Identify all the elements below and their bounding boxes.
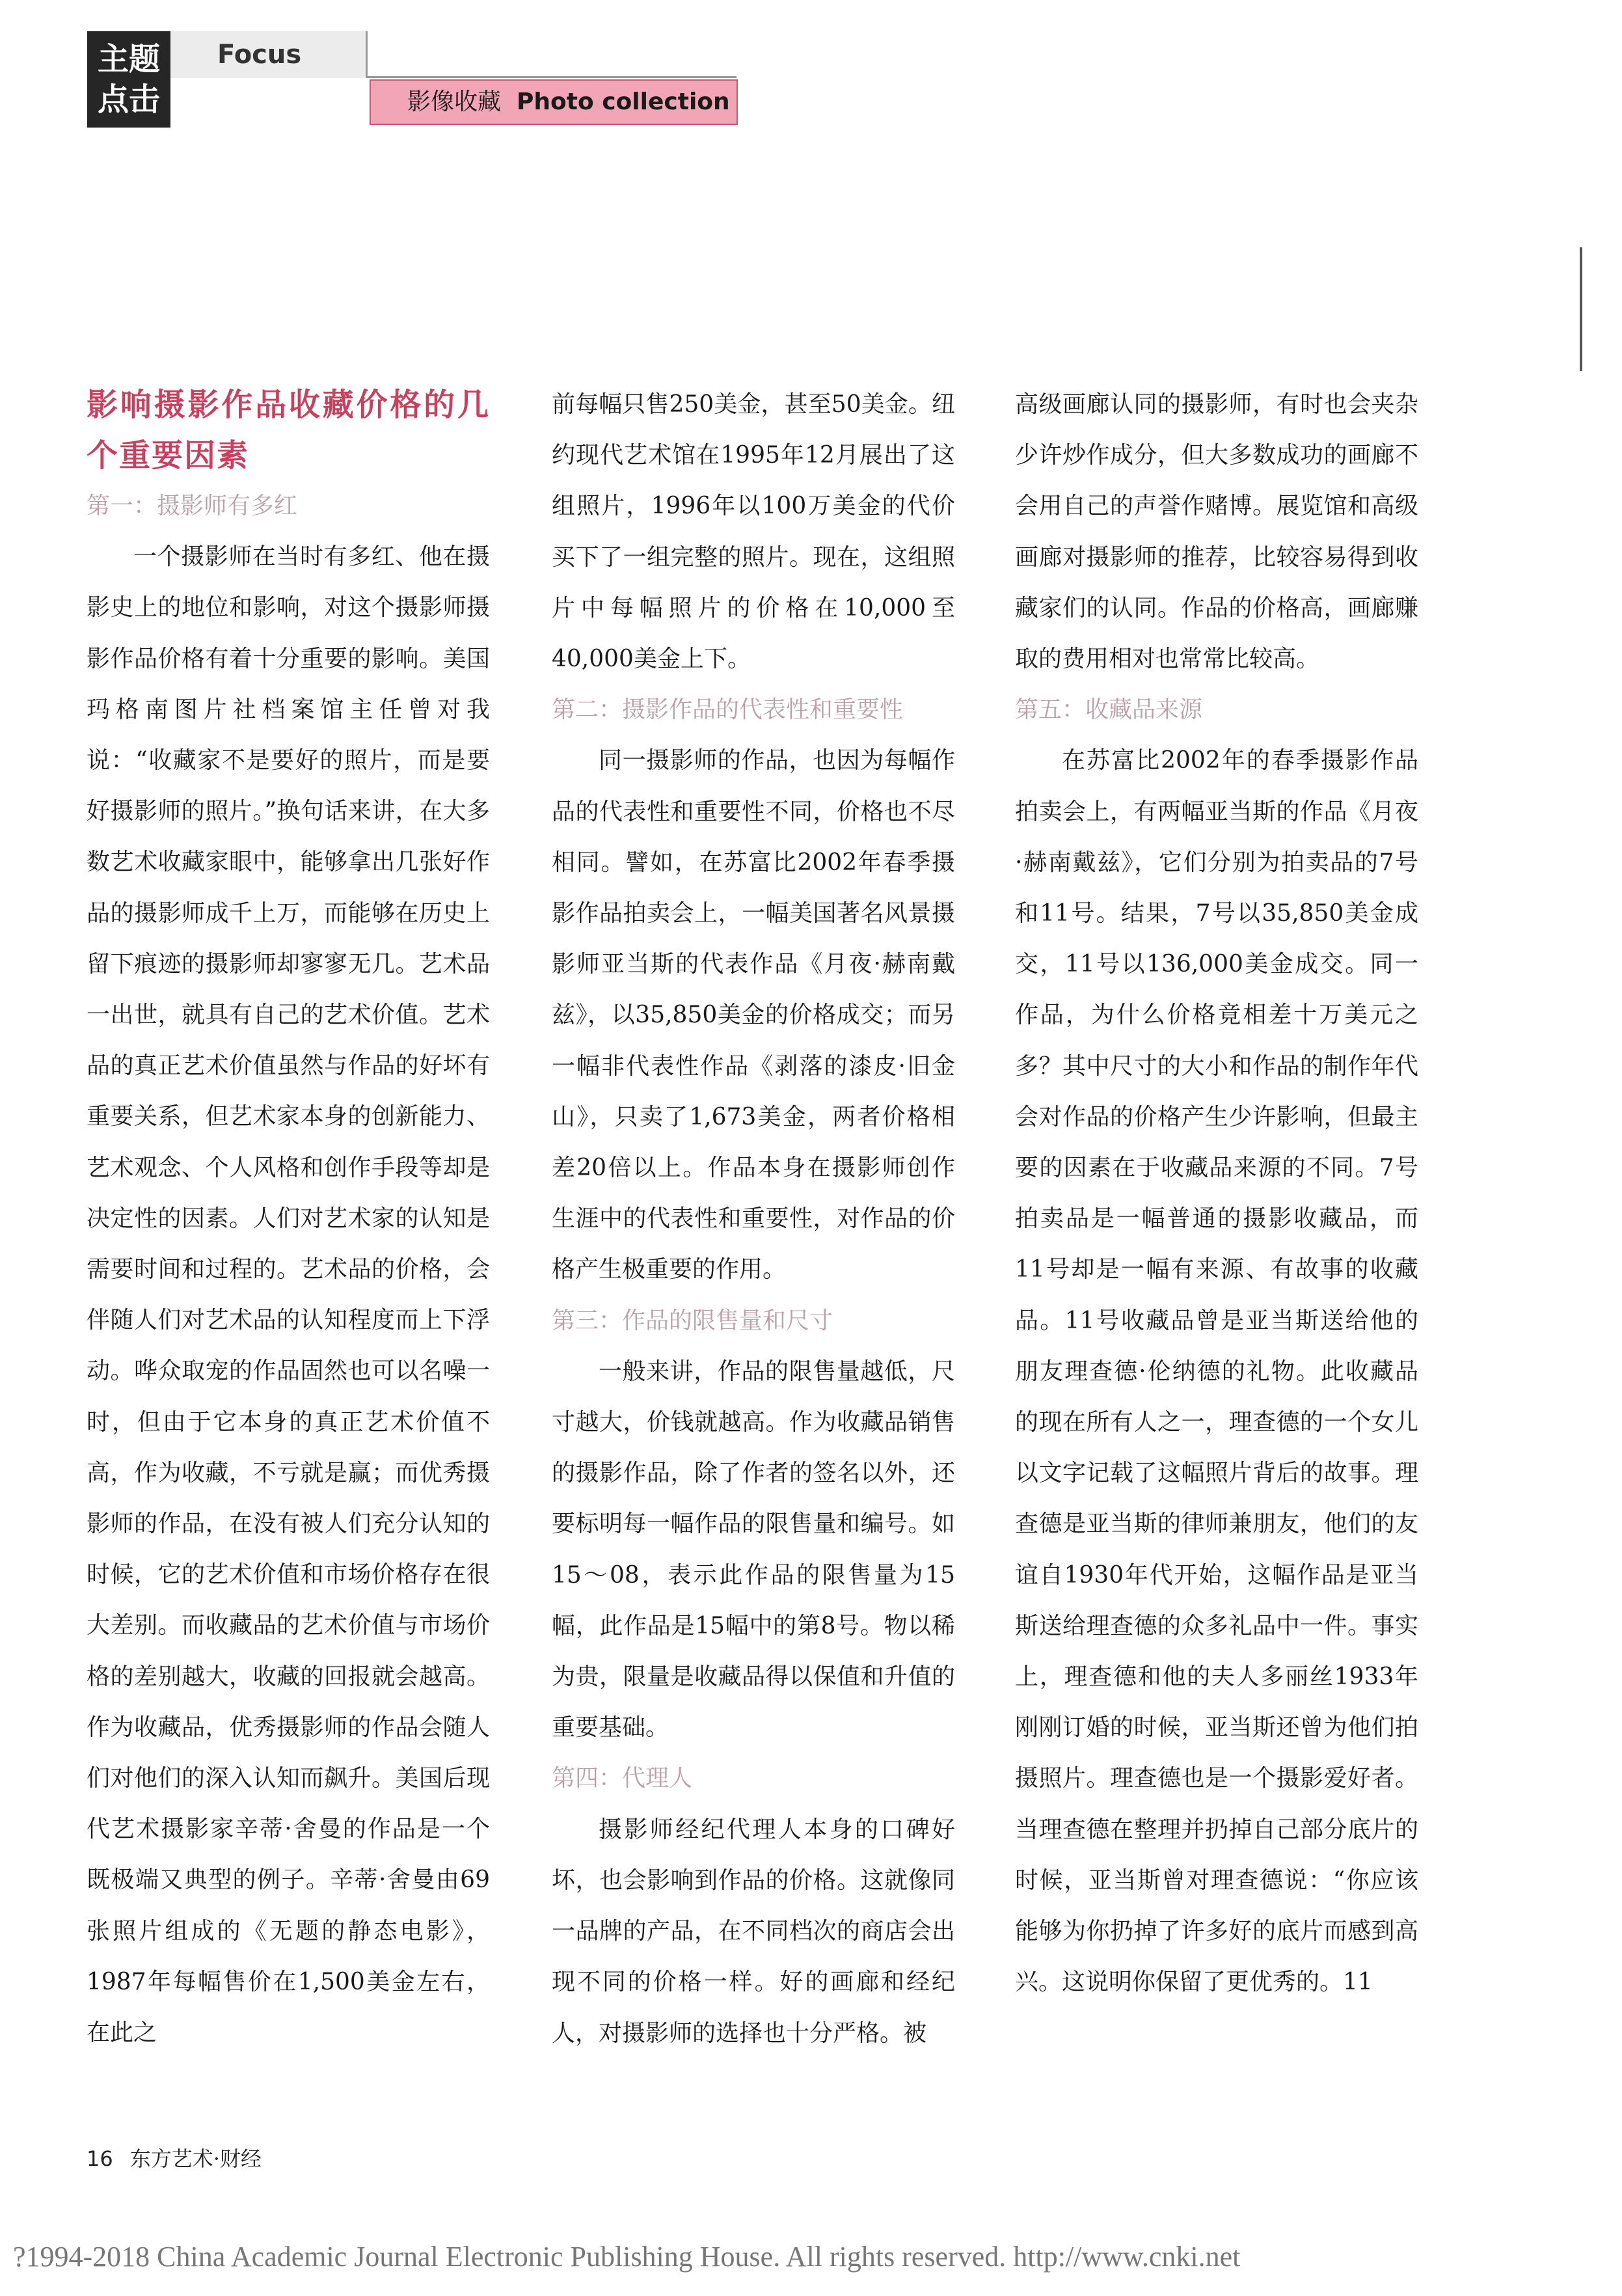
section-heading: 第二：摄影作品的代表性和重要性: [552, 696, 904, 724]
article-column-3: [1015, 379, 1418, 2008]
publication-name: 东方艺术·财经: [129, 2146, 262, 2171]
paragraph: 在苏富比2002年的春季摄影作品拍卖会上，有两幅亚当斯的作品《月夜·赫南戴兹》，它们分别为拍卖品的7号和11号。结果，7号以35,850美金成交，11号以136,000美金成交。同一作品，为什么价格竟相差十万美元之多？其中尺寸的大小和作品的制作年代会对作品的价格产生少许影响，但最主要的因素在于收藏品来源的不同。7号拍卖品是一幅普通的摄影收藏品，而11号却是一幅有来源、有故事的收藏品。11号收藏品曾是亚当斯送给他的朋友理查德·伦纳德的礼物。此收藏品的现在所有人之一，理查德的一个女儿以文字记载了这幅照片背后的故事。理查德是亚当斯的律师兼朋友，他们的友谊自1930年代开始，这幅作品是亚当斯送给理查德的众多礼品中一件。事实上，理查德和他的夫人多丽丝1933年刚刚订婚的时候，亚当斯还曾为他们拍摄照片。理查德也是一个摄影爱好者。当理查德在整理并扔掉自己部分底片的时候，亚当斯曾对理查德说：“你应该能够为你扔掉了许多好的底片而感到高兴。这说明你保留了更优秀的。11: [1015, 747, 1418, 1996]
paragraph: 高级画廊认同的摄影师，有时也会夹杂少许炒作成分，但大多数成功的画廊不会用自己的声誉作赌博。展览馆和高级画廊对摄影师的推荐，比较容易得到收藏家们的认同。作品的价格高，画廊赚取的费用相对也常常比较高。: [1015, 391, 1418, 673]
section-tag-line1: 主题: [97, 41, 160, 77]
section-banner-cn: 影像收藏: [407, 89, 502, 115]
header-divider-vertical: [366, 31, 368, 78]
article-title: 影响摄影作品收藏价格的几个重要因素: [87, 387, 490, 474]
page-edge-mark: [1580, 247, 1582, 371]
page-footer: [87, 2142, 262, 2172]
section-banner-en: Photo collection: [517, 89, 730, 115]
section-heading: 第四：代理人: [552, 1765, 693, 1792]
page-number: 16: [87, 2146, 113, 2171]
paragraph: 同一摄影师的作品，也因为每幅作品的代表性和重要性不同，价格也不尽相同。譬如，在苏富比2002年春季摄影作品拍卖会上，一幅美国著名风景摄影师亚当斯的代表作品《月夜·赫南戴兹》，以35,850美金的价格成交；而另一幅非代表性作品《剥落的漆皮·旧金山》，只卖了1,673美金，两者价格相差20倍以上。作品本身在摄影师创作生涯中的代表性和重要性，对作品的价格产生极重要的作用。: [552, 747, 955, 1283]
section-heading: 第一：摄影师有多红: [87, 493, 298, 519]
article-column-2: [552, 379, 955, 2059]
section-banner: [370, 79, 738, 125]
section-heading: 第五：收藏品来源: [1015, 696, 1203, 724]
header-divider: [366, 76, 737, 78]
paragraph: 一个摄影师在当时有多红、他在摄影史上的地位和影响，对这个摄影师摄影作品价格有着十分重要的影响。美国玛格南图片社档案馆主任曾对我说：“收藏家不是要好的照片，而是要好摄影师的照片。”换句话来讲，在大多数艺术收藏家眼中，能够拿出几张好作品的摄影师成千上万，而能够在历史上留下痕迹的摄影师却寥寥无几。艺术品一出世，就具有自己的艺术价值。艺术品的真正艺术价值虽然与作品的好坏有重要关系，但艺术家本身的创新能力、艺术观念、个人风格和创作手段等却是决定性的因素。人们对艺术家的认知是需要时间和过程的。艺术品的价格，会伴随人们对艺术品的认知程度而上下浮动。哗众取宠的作品固然也可以名噪一时，但由于它本身的真正艺术价值不高，作为收藏，不亏就是赢；而优秀摄影师的作品，在没有被人们充分认知的时候，它的艺术价值和市场价格存在很大差别。而收藏品的艺术价值与市场价格的差别越大，收藏的回报就会越高。作为收藏品，优秀摄影师的作品会随人们对他们的深入认知而飙升。美国后现代艺术摄影家辛蒂·舍曼的作品是一个既极端又典型的例子。辛蒂·舍曼由69张照片组成的《无题的静态电影》，1987年每幅售价在1,500美金左右，在此之: [87, 543, 490, 2047]
article-column-1: [87, 379, 490, 2058]
copyright-notice: ?1994-2018 China Academic Journal Electronic Publishing House. All rights reserved. http://www.cnki.net: [13, 2241, 1241, 2273]
paragraph: 摄影师经纪代理人本身的口碑好坏，也会影响到作品的价格。这就像同一品牌的产品，在不同档次的商店会出现不同的价格一样。好的画廊和经纪人，对摄影师的选择也十分严格。被: [552, 1816, 955, 2047]
section-heading: 第三：作品的限售量和尺寸: [552, 1307, 833, 1334]
focus-label: Focus: [170, 31, 366, 78]
paragraph: 一般来讲，作品的限售量越低，尺寸越大，价钱就越高。作为收藏品销售的摄影作品，除了作者的签名以外，还要标明每一幅作品的限售量和编号。如15～08，表示此作品的限售量为15幅，此作品是15幅中的第8号。物以稀为贵，限量是收藏品得以保值和升值的重要基础。: [552, 1358, 955, 1742]
section-tag: [87, 31, 170, 128]
section-tag-line2: 点击: [97, 81, 160, 118]
paragraph: 前每幅只售250美金，甚至50美金。纽约现代艺术馆在1995年12月展出了这组照片，1996年以100万美金的代价买下了一组完整的照片。现在，这组照片中每幅照片的价格在10,000至40,000美金上下。: [552, 391, 955, 673]
